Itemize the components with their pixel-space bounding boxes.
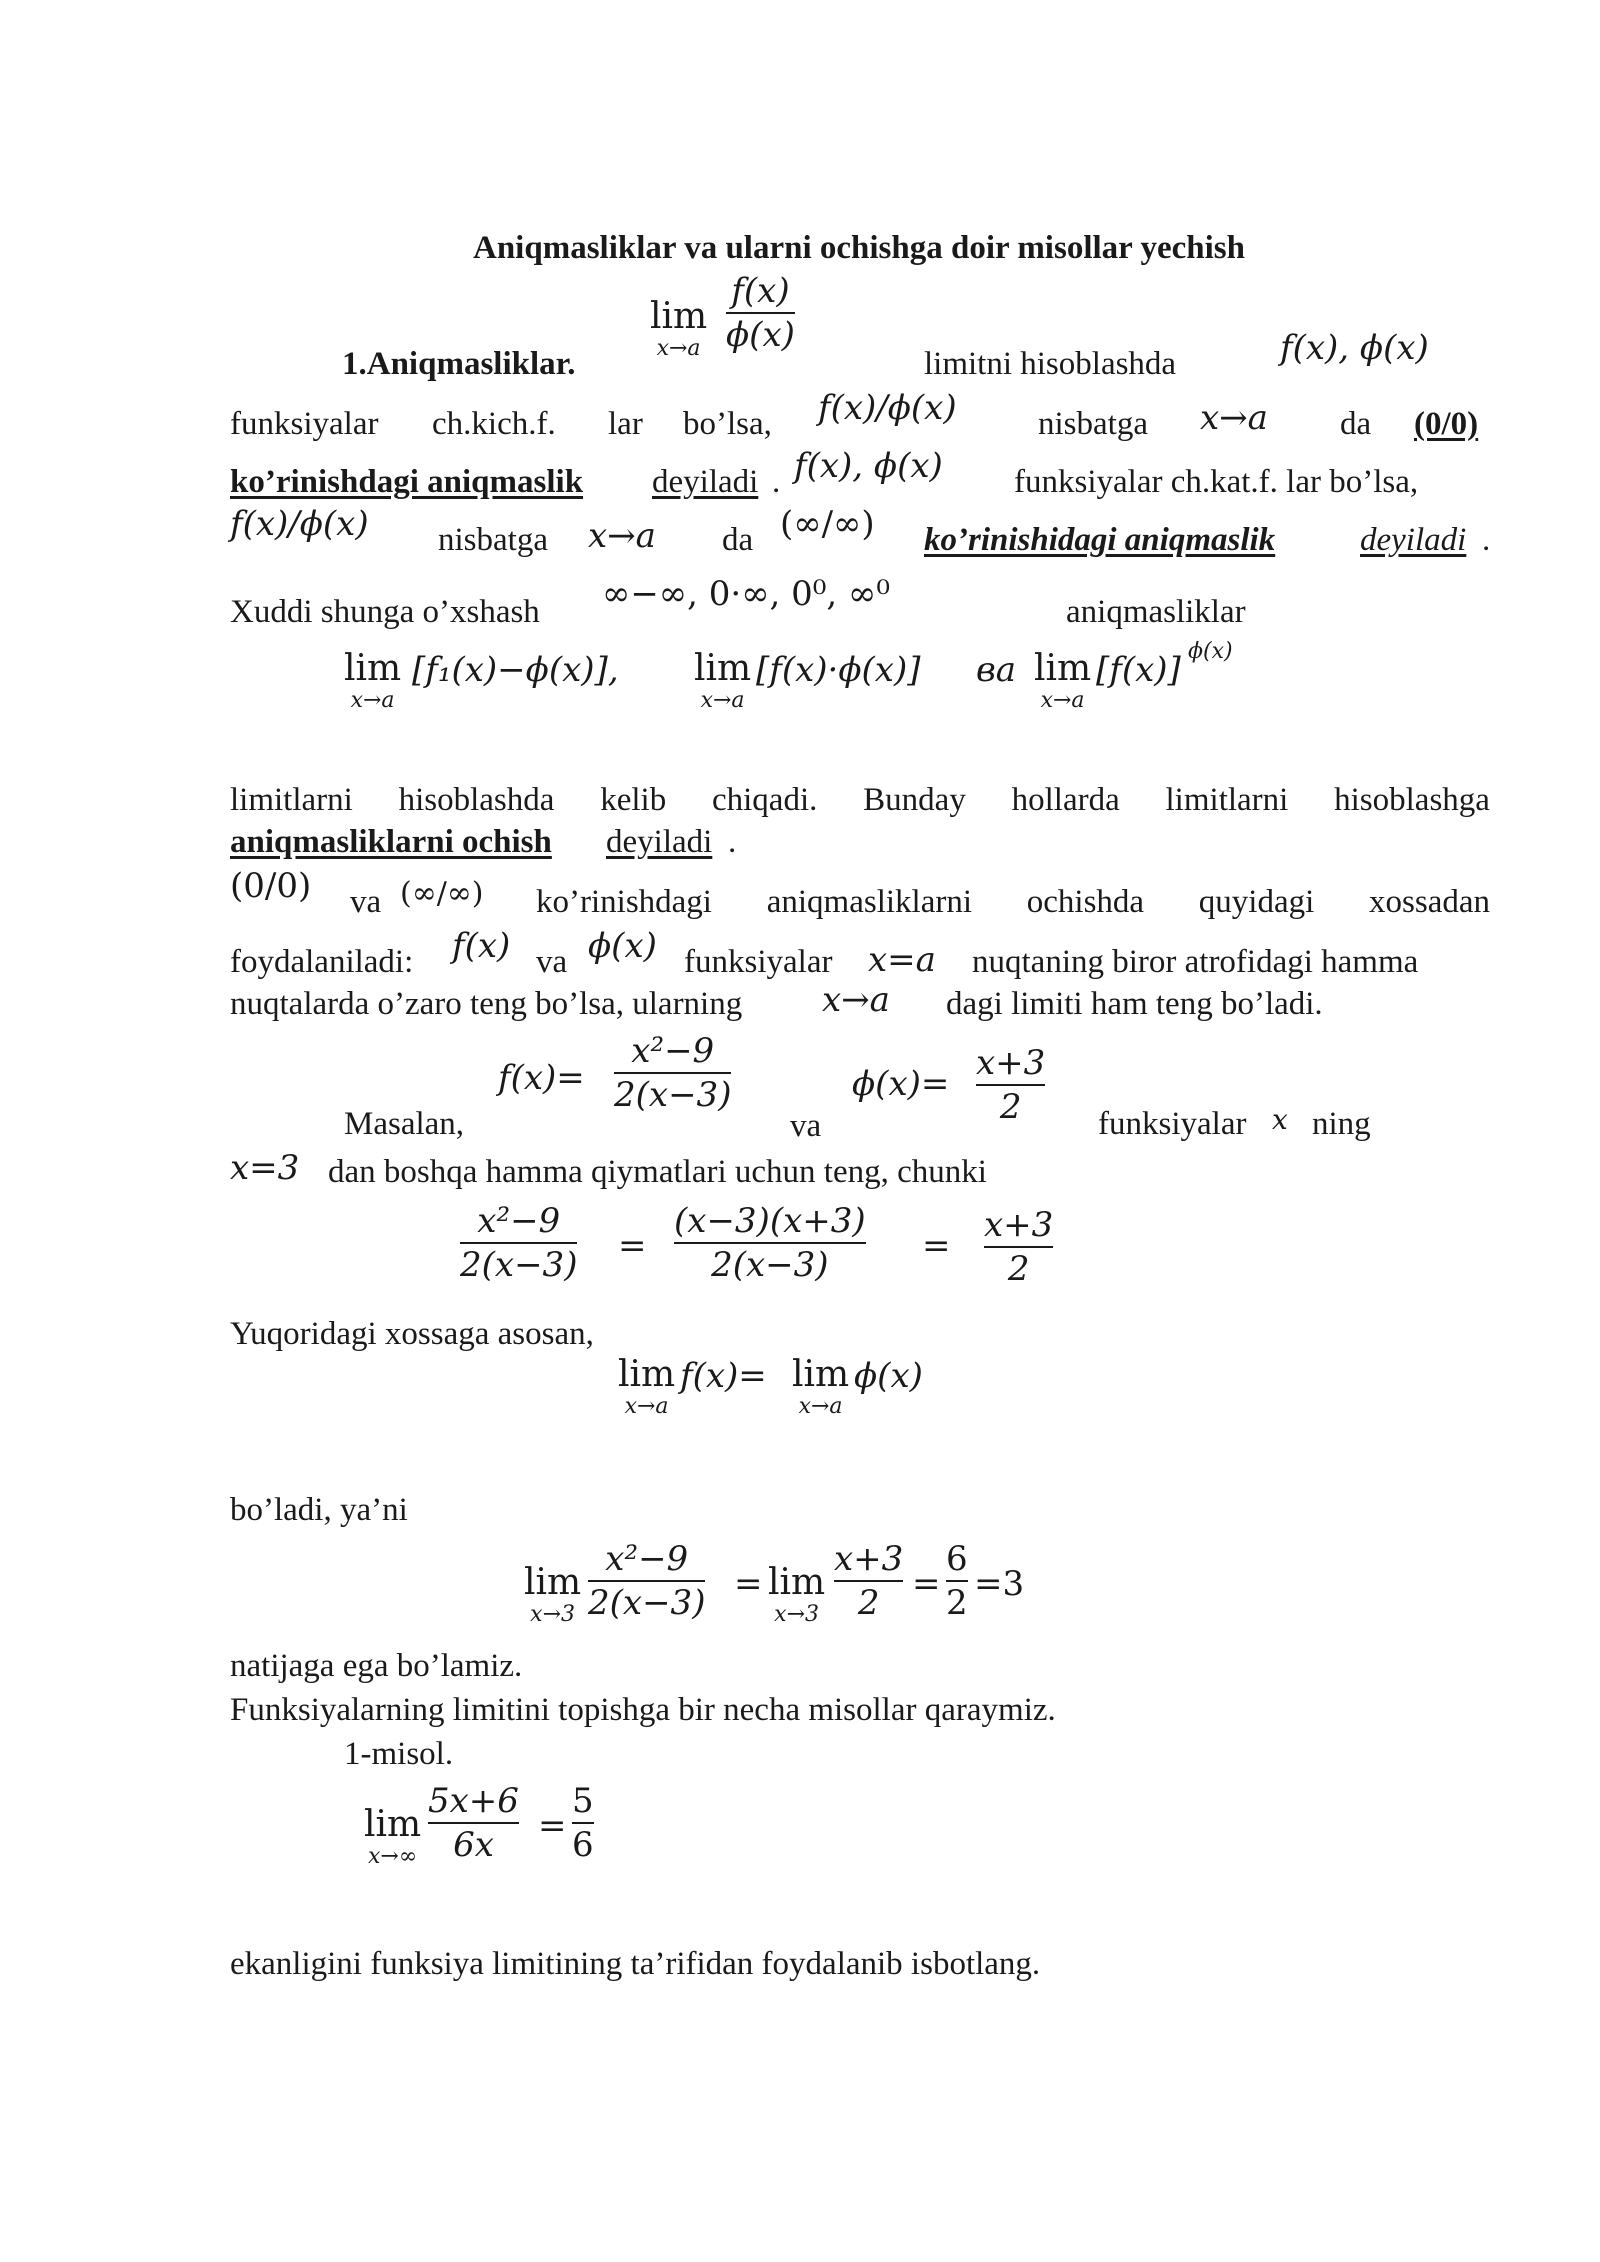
word: bo’lsa, bbox=[683, 406, 772, 442]
lim-subscript: x→a bbox=[798, 1394, 843, 1419]
term-korinishidagi: ko’rinishidagi aniqmaslik bbox=[924, 522, 1276, 558]
math-ratio: f(x)/ϕ(x) bbox=[818, 388, 957, 428]
math-arrow: x→a bbox=[1200, 398, 1268, 438]
word: xossadan bbox=[1369, 884, 1490, 920]
word-deyiladi: deyiladi bbox=[606, 824, 713, 860]
fraction-denominator: 2 bbox=[1007, 1249, 1030, 1289]
fraction-phi bbox=[976, 1042, 1045, 1128]
word: foydalaniladi: bbox=[230, 944, 414, 980]
period: . bbox=[1482, 522, 1491, 558]
math-arrow: x→a bbox=[588, 516, 656, 556]
fraction-f bbox=[614, 1030, 731, 1116]
fraction-numerator: x+3 bbox=[976, 1043, 1046, 1083]
text-boladi: bo’ladi, ya’ni bbox=[230, 1492, 408, 1528]
word: hisoblashda bbox=[398, 782, 555, 818]
word-masalan: Masalan, bbox=[344, 1106, 465, 1142]
limit-expression bbox=[792, 1356, 849, 1420]
fraction-denominator: 6 bbox=[572, 1825, 594, 1865]
fraction-denominator: 2(x−3) bbox=[588, 1583, 706, 1623]
word: hisoblashga bbox=[1334, 782, 1490, 818]
text-natijaga: natijaga ega bo’lamiz. bbox=[230, 1648, 523, 1684]
lim-subscript: x→a bbox=[700, 688, 745, 713]
fraction-rhs bbox=[984, 1204, 1053, 1290]
fraction-denominator: ϕ(x) bbox=[726, 315, 795, 355]
fraction-denominator: 2(x−3) bbox=[460, 1245, 578, 1285]
fraction-numerator: x+3 bbox=[984, 1205, 1054, 1245]
fraction-denominator: 2 bbox=[999, 1087, 1022, 1127]
word: va bbox=[350, 884, 382, 920]
limit-expression bbox=[524, 1564, 581, 1628]
math-product: [f(x)·ϕ(x)] bbox=[756, 650, 921, 690]
lim-word: lim bbox=[364, 1804, 422, 1845]
math-x-eq-a: x=a bbox=[868, 940, 936, 980]
fraction-denominator: 2 bbox=[857, 1583, 880, 1623]
word-deyiladi: deyiladi bbox=[1360, 522, 1467, 558]
word: ch.kich.f. bbox=[432, 406, 556, 442]
math-left: f(x)= bbox=[680, 1356, 767, 1396]
limit-expression bbox=[694, 650, 751, 714]
lim-subscript: x→∞ bbox=[368, 1844, 418, 1869]
word-deyiladi: deyiladi bbox=[652, 464, 759, 500]
math-x: x bbox=[1272, 1103, 1288, 1136]
equals-sign: = bbox=[538, 1806, 567, 1846]
justified-line bbox=[230, 780, 1490, 820]
lim-subscript: x→3 bbox=[530, 1602, 575, 1627]
lim-subscript: x→a bbox=[624, 1394, 669, 1419]
equals-sign: = bbox=[734, 1564, 763, 1604]
text-xuddi: Xuddi shunga o’xshash bbox=[230, 594, 540, 630]
math-f: f(x) bbox=[452, 926, 511, 966]
fraction-numerator: f(x) bbox=[731, 271, 790, 311]
word: funksiyalar bbox=[230, 406, 379, 442]
word: ko’rinishdagi bbox=[536, 884, 712, 920]
lim-word: lim bbox=[792, 1354, 850, 1395]
word: hollarda bbox=[1011, 782, 1120, 818]
limit-expression bbox=[618, 1356, 675, 1420]
fraction-numerator: 5 bbox=[572, 1781, 594, 1821]
fraction-numerator: x²−9 bbox=[605, 1539, 689, 1579]
word: chiqadi. bbox=[711, 782, 818, 818]
equals-sign: = bbox=[618, 1226, 647, 1266]
fraction-numerator: 6 bbox=[946, 1539, 968, 1579]
form-inf-inf: (∞/∞) bbox=[400, 876, 484, 911]
equals-sign: = bbox=[922, 1226, 951, 1266]
math-x-eq-3: x=3 bbox=[230, 1148, 300, 1188]
fraction-lhs bbox=[460, 1200, 577, 1286]
form-zero-zero: (0/0) bbox=[230, 866, 312, 906]
fraction-middle bbox=[674, 1200, 866, 1286]
word: Bunday bbox=[863, 782, 966, 818]
fraction-result-3 bbox=[946, 1538, 968, 1624]
justified-line bbox=[536, 882, 1490, 922]
lim-word: lim bbox=[344, 648, 402, 689]
fraction-result-2 bbox=[834, 1538, 903, 1624]
limit-expression bbox=[650, 298, 707, 362]
word: ochishda bbox=[1026, 884, 1145, 920]
fraction-answer bbox=[572, 1780, 594, 1866]
math-forms: ∞−∞, 0·∞, 0⁰, ∞⁰ bbox=[602, 574, 890, 614]
fraction-numerator: x²−9 bbox=[631, 1031, 715, 1071]
word: limitlarni bbox=[1165, 782, 1289, 818]
math-ratio: f(x)/ϕ(x) bbox=[230, 504, 369, 544]
section-heading: 1.Aniqmasliklar. bbox=[342, 346, 576, 382]
limit-expression bbox=[364, 1806, 421, 1870]
lim-subscript: x→a bbox=[656, 336, 701, 361]
lim-word: lim bbox=[618, 1354, 676, 1395]
term-aniqmasliklarni-ochish: aniqmasliklarni ochish bbox=[230, 824, 552, 860]
word: ning bbox=[1312, 1106, 1371, 1142]
math-power: [f(x)] bbox=[1096, 650, 1181, 690]
math-functions: f(x), ϕ(x) bbox=[1280, 328, 1429, 368]
form-zero-zero: (0/0) bbox=[1414, 406, 1479, 442]
fraction-numerator: x²−9 bbox=[477, 1201, 561, 1241]
fraction-denominator: 2 bbox=[946, 1583, 968, 1623]
text-yuqoridagi: Yuqoridagi xossaga asosan, bbox=[230, 1316, 594, 1352]
lim-word: lim bbox=[1034, 648, 1092, 689]
period: . bbox=[772, 464, 781, 500]
math-phi: ϕ(x) bbox=[588, 926, 657, 966]
fraction-denominator: 2(x−3) bbox=[614, 1075, 732, 1115]
word: quyidagi bbox=[1198, 884, 1315, 920]
fraction-numerator: x+3 bbox=[834, 1539, 904, 1579]
word: nisbatga bbox=[438, 522, 548, 558]
word: da bbox=[1340, 406, 1372, 442]
lim-word: lim bbox=[650, 296, 708, 337]
fraction-denominator: 6x bbox=[453, 1825, 494, 1865]
lim-word: lim bbox=[768, 1562, 826, 1603]
lim-word: lim bbox=[694, 648, 752, 689]
text-limitni: limitni hisoblashda bbox=[924, 346, 1177, 382]
period: . bbox=[728, 824, 737, 860]
math-difference: [f₁(x)−ϕ(x)], bbox=[412, 650, 619, 690]
word-va: ва bbox=[976, 650, 1017, 690]
text-rest: funksiyalar ch.kat.f. lar bo’lsa, bbox=[1014, 464, 1419, 500]
fraction-numerator: 5x+6 bbox=[428, 1781, 519, 1821]
math-exponent: ϕ(x) bbox=[1188, 639, 1233, 664]
text-funksiyalarning: Funksiyalarning limitini topishga bir necha misollar qaraymiz. bbox=[230, 1692, 1056, 1728]
word: limitlarni bbox=[230, 782, 353, 818]
text-line: nuqtalarda o’zaro teng bo’lsa, ularning bbox=[230, 986, 743, 1022]
fraction-f-over-phi bbox=[726, 270, 795, 356]
text-ekanligini: ekanligini funksiya limitining ta’rifidan foydalanib isbotlang. bbox=[230, 1946, 1041, 1982]
result-value: =3 bbox=[974, 1564, 1025, 1604]
math-f-lhs: f(x)= bbox=[498, 1058, 585, 1098]
math-arrow: x→a bbox=[822, 980, 890, 1020]
term-korinishdagi: ko’rinishdagi aniqmaslik bbox=[230, 464, 584, 500]
equals-sign: = bbox=[912, 1564, 941, 1604]
lim-subscript: x→a bbox=[350, 688, 395, 713]
fraction-denominator: 2(x−3) bbox=[711, 1245, 829, 1285]
word: lar bbox=[608, 406, 643, 442]
word: aniqmasliklarni bbox=[766, 884, 973, 920]
word: va bbox=[536, 944, 568, 980]
lim-word: lim bbox=[524, 1562, 582, 1603]
word: kelib bbox=[600, 782, 667, 818]
word-va: va bbox=[790, 1108, 822, 1144]
limit-expression bbox=[344, 650, 401, 714]
math-right: ϕ(x) bbox=[854, 1356, 923, 1396]
word: funksiyalar bbox=[1098, 1106, 1247, 1142]
lim-subscript: x→a bbox=[1040, 688, 1085, 713]
text-misol: 1-misol. bbox=[344, 1736, 454, 1772]
form-inf-inf: (∞/∞) bbox=[780, 504, 875, 544]
text-line: dan boshqa hamma qiymatlari uchun teng, chunki bbox=[328, 1154, 987, 1190]
lim-subscript: x→3 bbox=[774, 1602, 819, 1627]
word: funksiyalar bbox=[684, 944, 833, 980]
text-line: dagi limiti ham teng bo’ladi. bbox=[946, 986, 1323, 1022]
fraction-misol bbox=[428, 1780, 519, 1866]
limit-expression bbox=[768, 1564, 825, 1628]
text-rest: nuqtaning biror atrofidagi hamma bbox=[972, 944, 1419, 980]
limit-expression bbox=[1034, 650, 1091, 714]
word: da bbox=[722, 522, 754, 558]
word: aniqmasliklar bbox=[1066, 594, 1246, 630]
page-title: Aniqmasliklar va ularni ochishga doir misollar yechish bbox=[473, 230, 1245, 266]
word: nisbatga bbox=[1038, 406, 1148, 442]
fraction-result-1 bbox=[588, 1538, 705, 1624]
math-functions: f(x), ϕ(x) bbox=[794, 446, 943, 486]
fraction-numerator: (x−3)(x+3) bbox=[674, 1201, 866, 1241]
math-phi-lhs: ϕ(x)= bbox=[852, 1064, 950, 1104]
